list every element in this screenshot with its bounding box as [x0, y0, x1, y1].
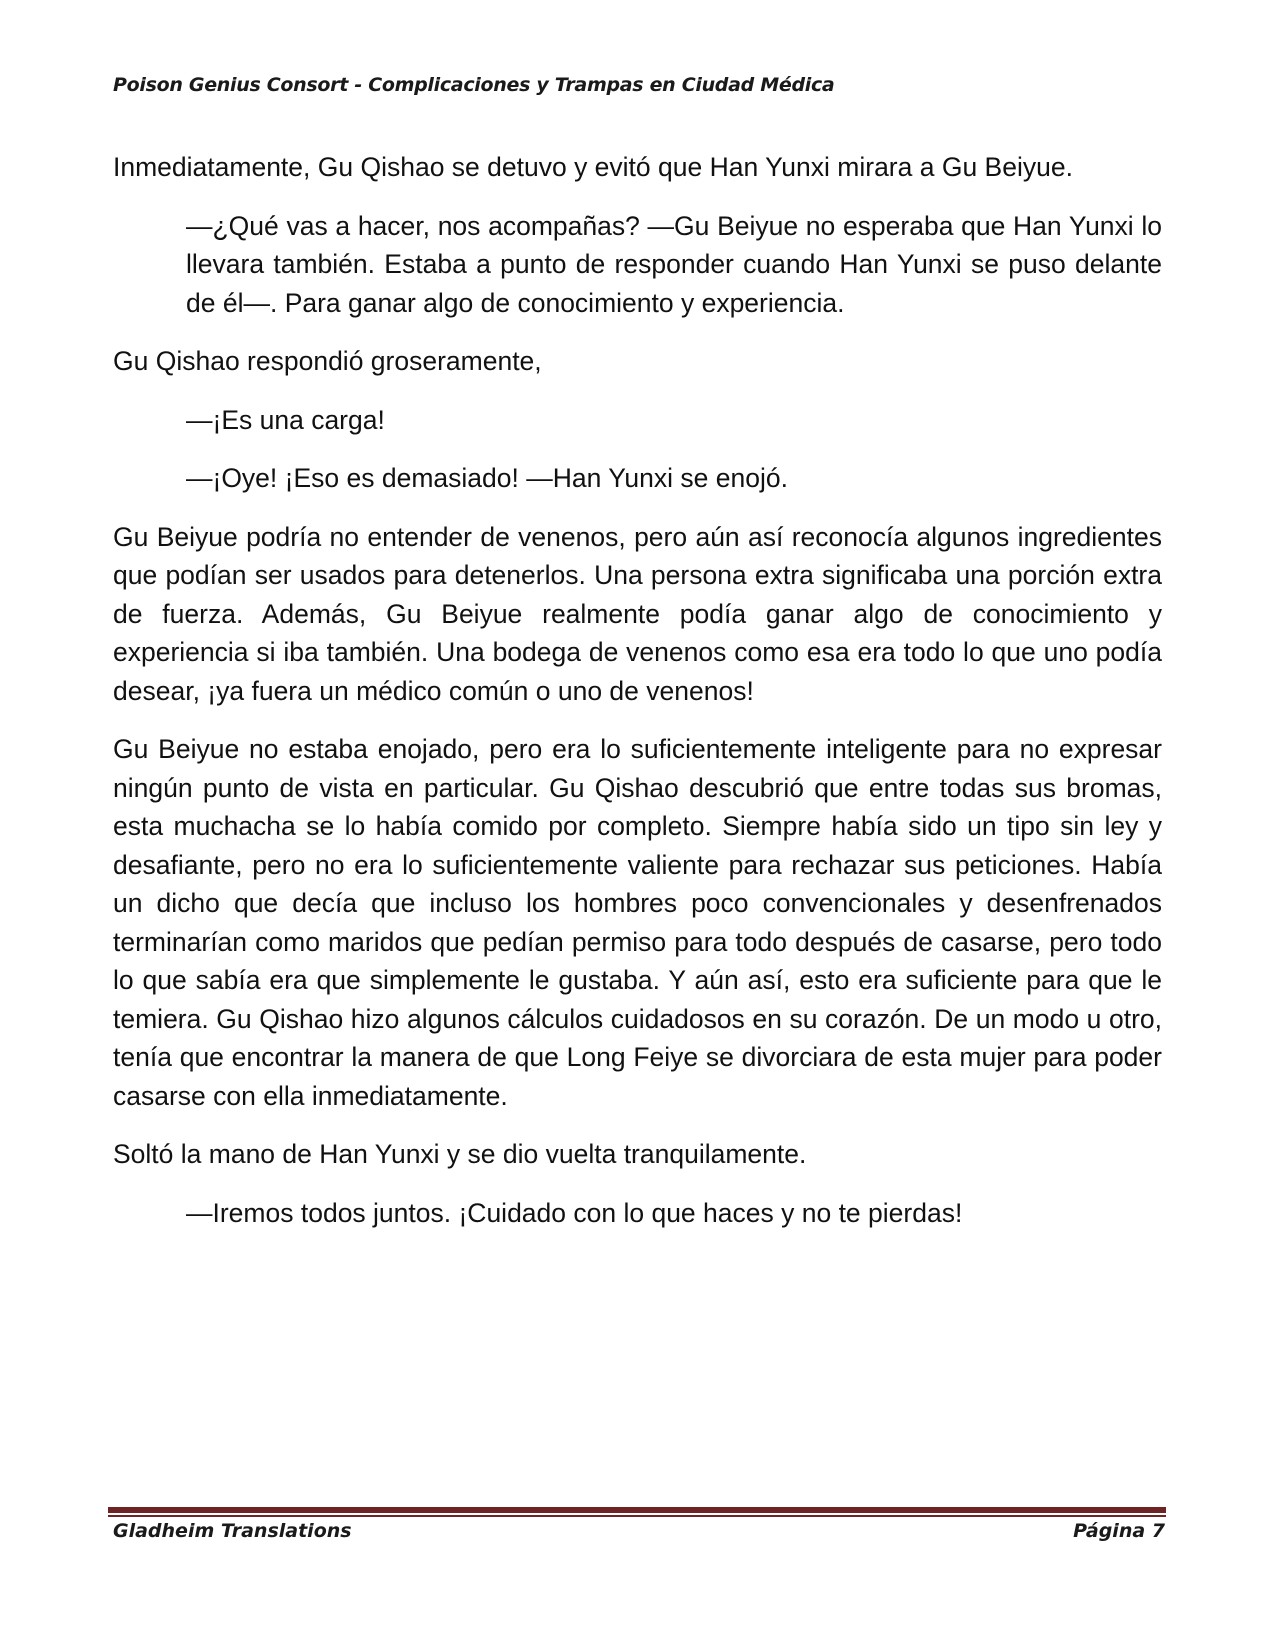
footer-divider-thick — [108, 1507, 1166, 1513]
footer-divider — [108, 1507, 1166, 1517]
dialogue-paragraph: —¡Es una carga! — [186, 404, 385, 435]
paragraph: Inmediatamente, Gu Qishao se detuvo y evitó que Han Yunxi mirara a Gu Beiyue. — [113, 152, 1073, 182]
paragraph: Soltó la mano de Han Yunxi y se dio vuelta tranquilamente. — [113, 1139, 807, 1169]
paragraph: Gu Qishao respondió groseramente, — [113, 346, 542, 376]
dialogue-paragraph: —¿Qué vas a hacer, nos acompañas? —Gu Beiyue no esperaba que Han Yunxi lo llevara también. Estaba a punto de responder cuando Han Yunxi se puso delante de él—. Para ganar algo de conocimiento y experiencia. — [186, 210, 1162, 318]
footer-divider-thin — [108, 1515, 1166, 1517]
dialogue-paragraph: —¡Oye! ¡Eso es demasiado! —Han Yunxi se enojó. — [186, 463, 788, 493]
body-text — [113, 148, 1162, 1252]
paragraph: Gu Beiyue no estaba enojado, pero era lo suficientemente inteligente para no expresar ningún punto de vista en particular. Gu Qishao descubrió que entre todas sus bromas, esta muchacha se lo había comido por completo. Siempre había sido un tipo sin ley y desafiante, pero no era lo suficientemente valiente para rechazar sus peticiones. Había un dicho que decía que incluso los hombres poco convencionales y desenfrenados terminarían como maridos que pedían permiso para todo después de casarse, pero todo lo que sabía era que simplemente le gustaba. Y aún así, esto era suficiente para que le temiera. Gu Qishao hizo algunos cálculos cuidadosos en su corazón. De un modo u otro, tenía que encontrar la manera de que Long Feiye se divorciara de esta mujer para poder casarse con ella inmediatamente. — [113, 734, 1162, 1111]
running-header-title: Poison Genius Consort - Complicaciones y Trampas en Ciudad Médica — [113, 74, 835, 96]
paragraph: Gu Beiyue podría no entender de venenos, pero aún así reconocía algunos ingredientes que podían ser usados para detenerlos. Una persona extra significaba una porción extra de fuerza. Además, Gu Beiyue realmente podía ganar algo de conocimiento y experiencia si iba también. Una bodega de venenos como esa era todo lo que uno podía desear, ¡ya fuera un médico común o uno de venenos! — [113, 521, 1162, 706]
dialogue-paragraph: —Iremos todos juntos. ¡Cuidado con lo que haces y no te pierdas! — [186, 1197, 963, 1228]
footer-page-number: Página 7 — [1073, 1520, 1165, 1542]
footer-translator-credit: Gladheim Translations — [113, 1520, 352, 1542]
